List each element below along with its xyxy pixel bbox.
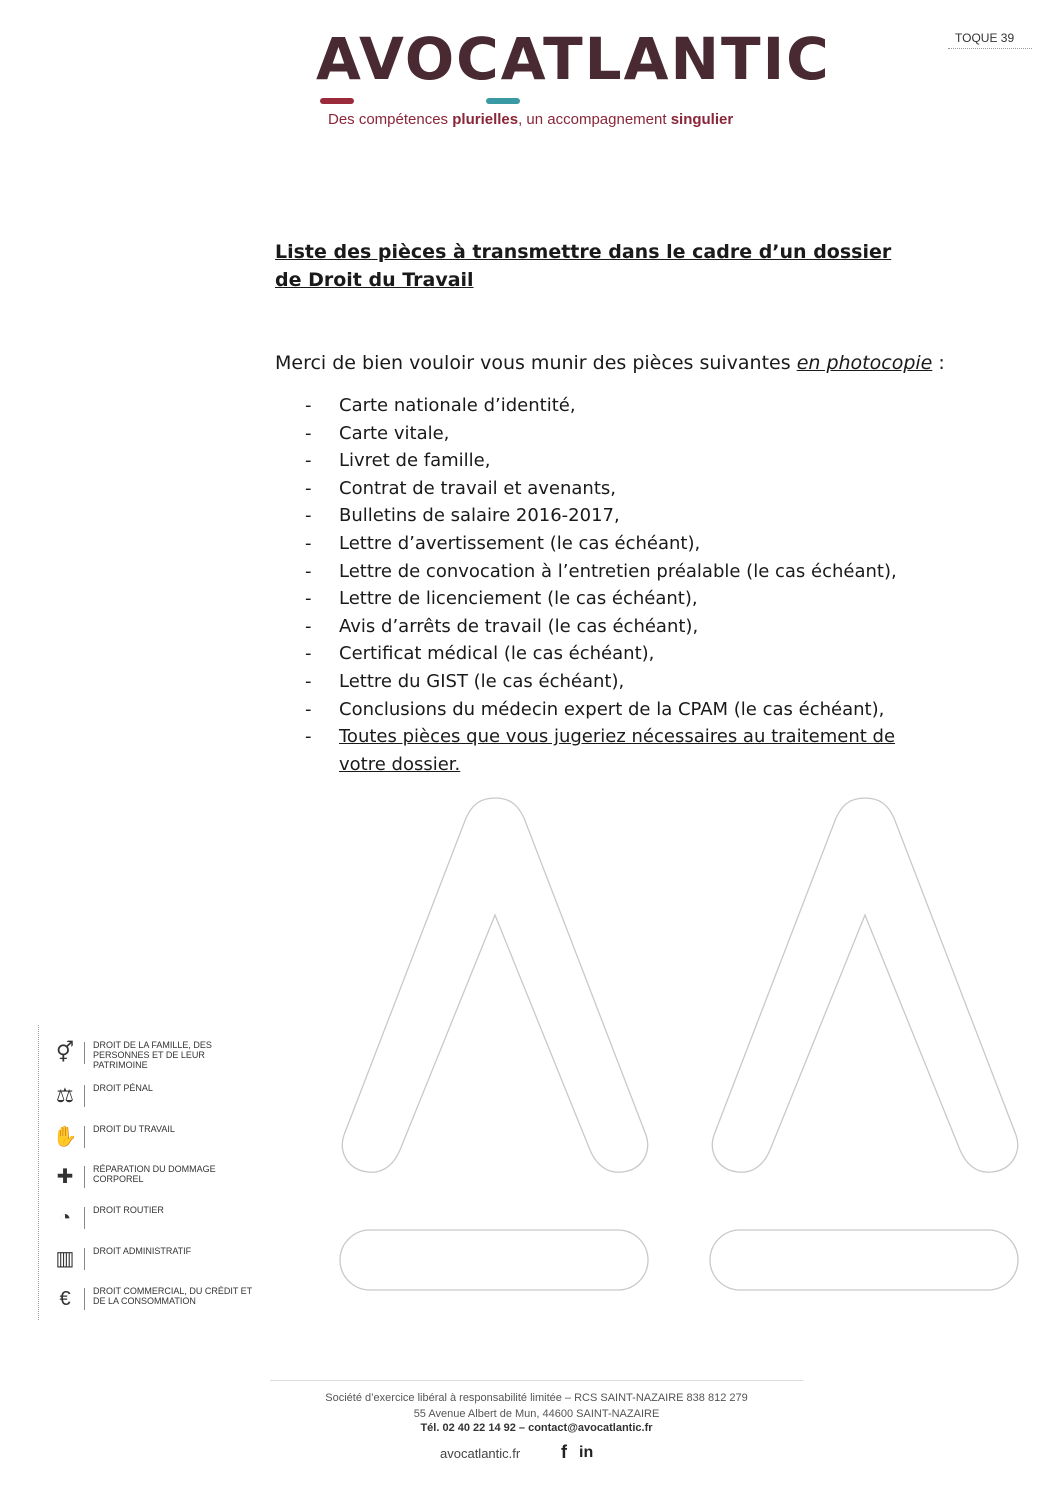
tagline-part: plurielles [452,111,519,128]
pieces-list [305,392,925,778]
specialty-label: DROIT DE LA FAMILLE, DES PERSONNES ET DE LEUR PATRIMOINE [93,1040,212,1070]
footer-company: Société d’exercice libéral à responsabilité limitée – RCS SAINT-NAZAIRE 838 812 279 [325,1392,748,1404]
euro-icon: € [59,1288,71,1310]
footer-contact: Tél. 02 40 22 14 92 – contact@avocatlantic.fr [420,1422,653,1434]
list-bullet: - [305,422,312,444]
list-item-text: Carte vitale, [339,422,450,444]
list-item [305,447,925,475]
list-item-text: Lettre de convocation à l’entretien préalable (le cas échéant), [339,560,897,582]
list-bullet: - [305,532,312,554]
building-icon: ▥ [55,1248,75,1270]
list-item [305,668,925,696]
footer-address: 55 Avenue Albert de Mun, 44600 SAINT-NAZAIRE [413,1408,660,1420]
list-bullet: - [305,477,312,499]
list-item [305,640,925,668]
specialty-separator [84,1126,85,1148]
list-item-text: Avis d’arrêts de travail (le cas échéant), [339,615,699,637]
specialty-separator [84,1166,85,1188]
specialty-label: RÉPARATION DU DOMMAGE CORPOREL [93,1164,216,1184]
intro-after: : [932,352,945,374]
list-item [305,613,925,641]
list-item-text: Contrat de travail et avenants, [339,477,616,499]
list-item-text: Certificat médical (le cas échéant), [339,643,655,665]
list-item [305,420,925,448]
tagline-part: , un accompagnement [518,111,671,128]
list-bullet: - [305,505,312,527]
sidebar-divider [38,1025,39,1320]
specialty-separator [84,1248,85,1270]
list-bullet: - [305,588,312,610]
linkedin-icon[interactable]: in [579,1444,594,1461]
speedometer-icon: ◔ [58,1207,72,1229]
specialty-item [52,1124,252,1158]
logo-accent-red [320,98,354,104]
logo-tagline [328,111,733,128]
logo-wordmark: AVOCATLANTIC [316,25,831,93]
specialty-item [52,1040,252,1074]
list-bullet: - [305,450,312,472]
specialty-item [52,1286,252,1320]
intro-text [275,352,945,374]
list-item-text: Lettre du GIST (le cas échéant), [339,670,625,692]
specialty-item [52,1246,252,1280]
list-bullet: - [305,726,312,748]
list-bullet: - [305,643,312,665]
specialty-separator [84,1207,85,1229]
facebook-icon[interactable]: f [561,1442,567,1462]
list-item [305,723,925,778]
list-item [305,502,925,530]
tagline-part: Des compétences [328,111,453,128]
list-bullet: - [305,670,312,692]
specialty-label: DROIT DU TRAVAIL [93,1124,175,1134]
specialty-item [52,1205,252,1239]
toque-number: TOQUE 39 [955,31,1015,45]
list-item [305,530,925,558]
family-icon: ⚥ [55,1042,75,1064]
list-item [305,475,925,503]
document-title: Liste des pièces à transmettre dans le cadre d’un dossier de Droit du Travail [275,241,892,291]
list-item-text: Lettre de licenciement (le cas échéant), [339,588,698,610]
specialty-item [52,1083,252,1117]
list-item-text: Conclusions du médecin expert de la CPAM (le cas échéant), [339,698,885,720]
list-item-text: Lettre d’avertissement (le cas échéant), [339,532,701,554]
handshake-icon: ✋ [52,1126,78,1148]
specialty-separator [84,1042,85,1064]
footer-divider [270,1380,803,1381]
list-item-text: Bulletins de salaire 2016-2017, [339,505,620,527]
list-item-text: Livret de famille, [339,450,491,472]
toque-underline [948,48,1032,49]
list-bullet: - [305,395,312,416]
list-bullet: - [305,698,312,720]
gavel-icon: ⚖ [56,1085,74,1107]
list-item [305,558,925,586]
specialty-separator [84,1288,85,1310]
list-item-text: Carte nationale d’identité, [339,395,576,416]
specialty-label: DROIT ADMINISTRATIF [93,1246,192,1256]
specialty-separator [84,1085,85,1107]
bandage-icon: ✚ [56,1166,74,1188]
list-item [305,585,925,613]
list-bullet: - [305,615,312,637]
list-item [305,392,925,420]
list-bullet: - [305,560,312,582]
list-item-text: Toutes pièces que vous jugeriez nécessaires au traitement de votre dossier. [339,726,896,775]
logo-accent-teal [486,98,520,104]
tagline-part: singulier [670,111,734,128]
list-item [305,696,925,724]
specialty-label: DROIT COMMERCIAL, DU CRÉDIT ET DE LA CONSOMMATION [93,1286,253,1306]
specialty-label: DROIT PÉNAL [93,1083,153,1093]
intro-before: Merci de bien vouloir vous munir des pièces suivantes [275,352,797,374]
specialty-item [52,1164,252,1198]
intro-emphasis: en photocopie [796,352,933,374]
footer-website-link[interactable]: avocatlantic.fr [440,1446,521,1461]
specialty-label: DROIT ROUTIER [93,1205,164,1215]
watermark-logo-shape [330,790,1030,1300]
